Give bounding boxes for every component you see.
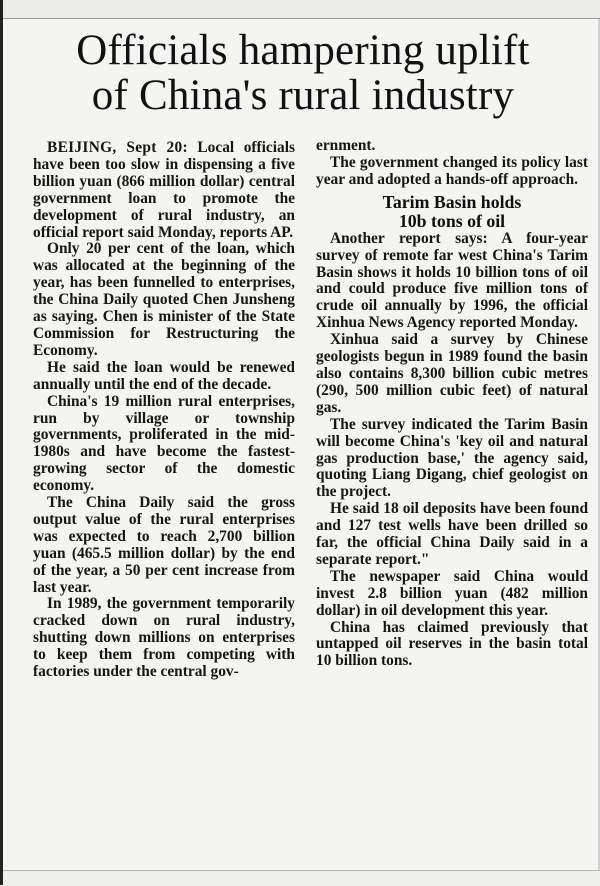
article-paragraph: China has claimed previously that untapped oil reserves in the basin total 10 billion tons. [316,618,588,670]
headline-line-2: of China's rural industry [91,72,515,119]
headline-line-1: Officials hampering uplift [76,27,530,74]
article-paragraph: He said 18 oil deposits have been found and 127 test wells have been drilled so far, the official China Daily said in a separate report." [316,500,588,568]
article-paragraph: China's 19 million rural enterprises, run by village or township governments, proliferated in the mid-1980s and have become the fastest-growing sector of the domestic economy. [33,392,295,495]
article-paragraph: The survey indicated the Tarim Basin will become China's 'key oil and natural gas production base,' the agency said, quoting Liang Digang, chief geologist on the project. [316,415,588,501]
article-paragraph: The government changed its policy last year and adopted a hands-off approach. [316,153,588,188]
dateline: BEIJING, Sept 20: [47,139,188,156]
article-paragraph: Only 20 per cent of the loan, which was allocated at the beginning of the year, has been funnelled to enterprises, the China Daily quoted Chen Junsheng as saying. Chen is minister of the State Commission for Restructuring the Economy. [33,240,295,359]
article-paragraph [33,140,295,241]
article-paragraph: The China Daily said the gross output value of the rural enterprises was expected to reach 2,700 billion yuan (465.5 million dollar) by the end of the year, a 50 per cent increase from last year. [33,494,295,596]
article-paragraph-continued: ernment. [316,137,376,154]
article-paragraph: The newspaper said China would invest 2.8 billion yuan (482 million dollar) in oil development this year. [316,567,588,619]
article-paragraph: In 1989, the government temporarily cracked down on rural industry, shutting down millions on enterprises to keep them from competing with factories under the central gov- [33,595,295,681]
article-column-left [33,140,295,681]
headline [3,28,600,118]
bottom-border [3,870,600,886]
article-paragraph: Xinhua said a survey by Chinese geologists begun in 1989 found the basin also contains 8,300 billion cubic metres (290, 500 million cubic feet) of natural gas. [316,331,588,416]
subheading-line-1: Tarim Basin holds [382,191,522,212]
subheading-line-2: 10b tons of oil [398,210,506,231]
lead-text: Local officials have been too slow in dispensing a five billion yuan (866 million dollar) central government loan to promote the development of rural industry, an official report said Monday, reports AP. [33,139,295,241]
article-paragraph: Another report says: A four-year survey of remote far west China's Tarim Basin shows it holds 10 billion tons of oil and could produce five million tons of crude oil annually by 1996, the official Xinhua News Agency reported Monday. [316,229,588,332]
article-column-right [316,138,588,670]
article-paragraph: He said the loan would be renewed annually until the end of the decade. [33,358,295,393]
top-border [3,0,600,19]
